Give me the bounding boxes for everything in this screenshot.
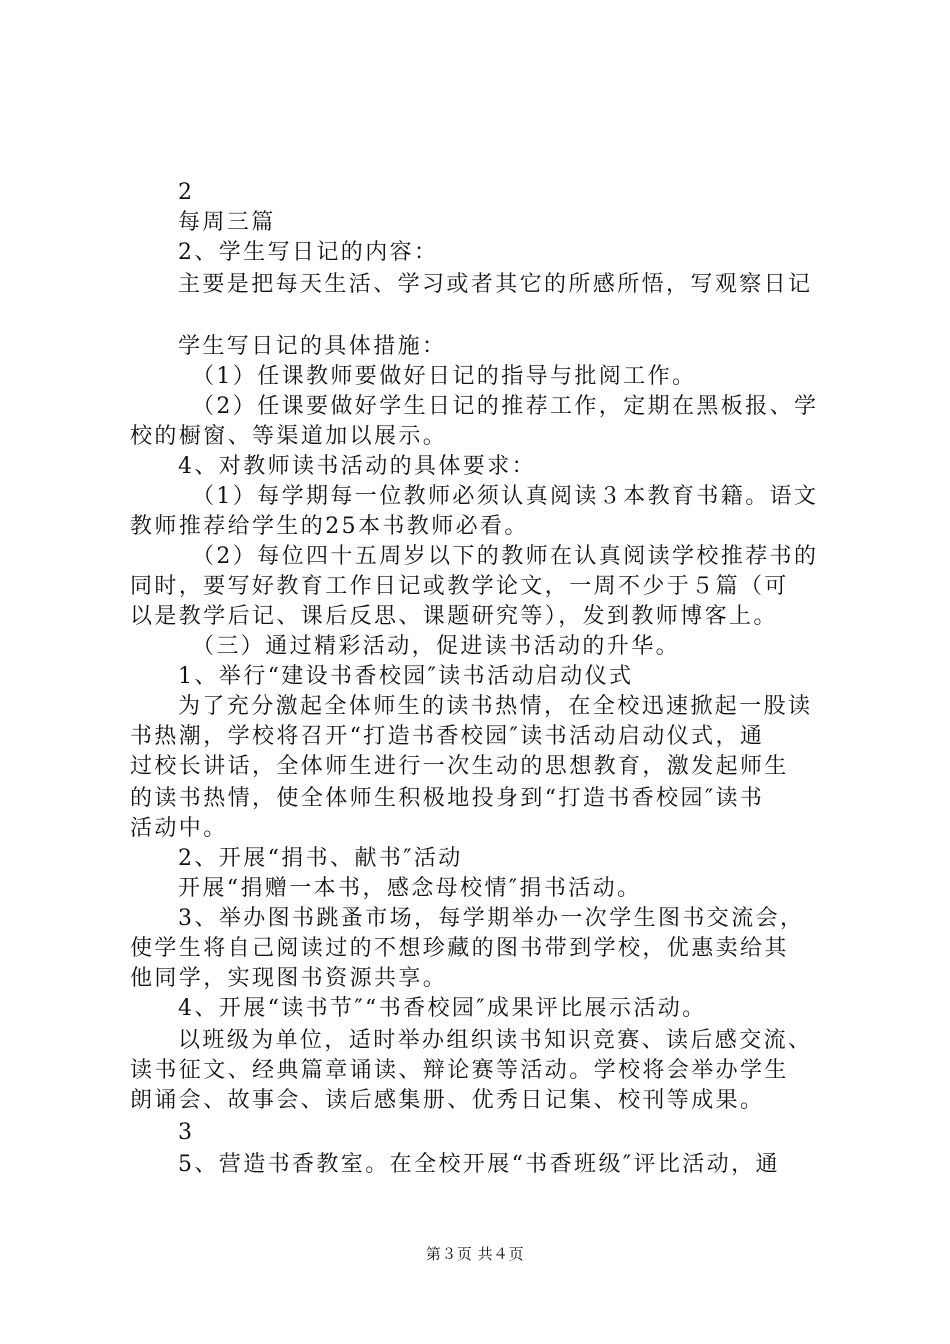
section-heading: 4、开展“读书节″“书香校园″成果评比展示活动。 xyxy=(178,996,707,1021)
section-heading: 2、开展“捐书、献书″活动 xyxy=(178,846,463,871)
text-line: 的读书热情，使全体师生积极地投身到“打造书香校园″读书 xyxy=(130,786,765,811)
text-line: 开展“捐赠一本书，感念母校情″捐书活动。 xyxy=(178,876,642,901)
text-line: 过校长讲话，全体师生进行一次生动的思想教育，激发起师生 xyxy=(130,754,789,779)
text-line: 3、举办图书跳蚤市场，每学期举办一次学生图书交流会， xyxy=(178,906,805,931)
text-line: 每周三篇 xyxy=(178,210,276,235)
text-line: 校的橱窗、等渠道加以展示。 xyxy=(130,424,448,449)
page-footer: 第３页 共４页 xyxy=(425,1245,525,1263)
section-heading: 学生写日记的具体措施： xyxy=(178,334,447,359)
section-heading: 1、举行“建设书香校园″读书活动启动仪式 xyxy=(178,664,634,689)
page-number-marker: 2 xyxy=(178,180,195,205)
section-heading: 4、对教师读书活动的具体要求： xyxy=(178,454,536,479)
text-line: 同时，要写好教育工作日记或教学论文，一周不少于５篇（可 xyxy=(130,574,789,599)
list-item: （2）任课要做好学生日记的推荐工作，定期在黑板报、学 xyxy=(192,394,819,419)
text-line: 朗诵会、故事会、读后感集册、优秀日记集、校刊等成果。 xyxy=(130,1088,765,1113)
text-line: 主要是把每天生活、学习或者其它的所感所悟，写观察日记 xyxy=(178,272,813,297)
page-number-marker: 3 xyxy=(178,1120,195,1145)
text-line: 5、营造书香教室。在全校开展“书香班级″评比活动，通 xyxy=(178,1152,780,1177)
text-line: 以班级为单位，适时举办组织读书知识竞赛、读后感交流、 xyxy=(178,1028,813,1053)
text-line: 活动中。 xyxy=(130,816,228,841)
section-heading: （三）通过精彩活动，促进读书活动的升华。 xyxy=(192,634,681,659)
list-item: （2）每位四十五周岁以下的教师在认真阅读学校推荐书的 xyxy=(192,544,819,569)
text-line: 读书征文、经典篇章诵读、辩论赛等活动。学校将会举办学生 xyxy=(130,1058,789,1083)
text-line: 书热潮，学校将召开“打造书香校园″读书活动启动仪式，通 xyxy=(130,724,765,749)
list-item: （1）任课教师要做好日记的指导与批阅工作。 xyxy=(192,364,697,389)
list-item: （1）每学期每一位教师必须认真阅读３本教育书籍。语文 xyxy=(192,484,819,509)
text-line: 教师推荐给学生的25本书教师必看。 xyxy=(130,514,529,539)
text-line: 为了充分激起全体师生的读书热情，在全校迅速掀起一股读 xyxy=(178,694,813,719)
section-heading: 2、学生写日记的内容： xyxy=(178,240,439,265)
text-line: 以是教学后记、课后反思、课题研究等），发到教师博客上。 xyxy=(130,604,778,629)
text-line: 使学生将自己阅读过的不想珍藏的图书带到学校，优惠卖给其 xyxy=(130,936,789,961)
text-line: 他同学，实现图书资源共享。 xyxy=(130,966,448,991)
